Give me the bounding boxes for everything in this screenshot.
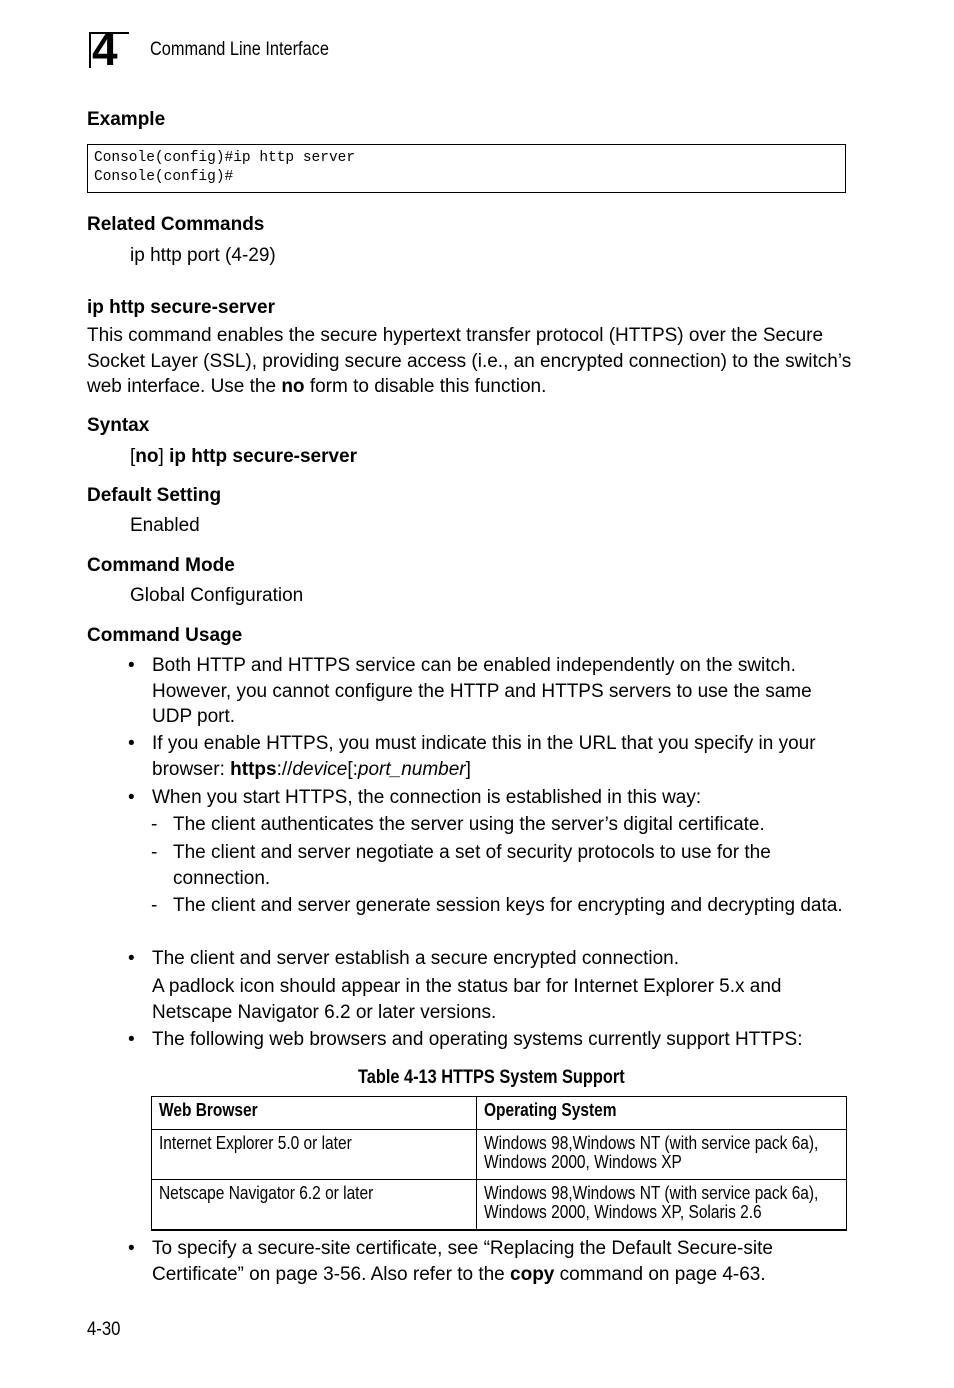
- example-heading: Example: [87, 109, 166, 130]
- dash-icon: -: [151, 895, 158, 916]
- table-cell: Internet Explorer 5.0 or later: [152, 1130, 477, 1180]
- code-block: [87, 144, 846, 193]
- code-line: Console(config)#: [94, 169, 234, 185]
- bullet-icon: •: [128, 1029, 135, 1050]
- default-setting-value: Enabled: [130, 515, 200, 536]
- related-commands-heading: Related Commands: [87, 214, 265, 235]
- usage-subitem: The client authenticates the server using the server’s digital certificate.: [173, 814, 765, 835]
- https-support-table: [151, 1096, 847, 1231]
- column-header: Operating System: [477, 1097, 847, 1130]
- usage-note: A padlock icon should appear in the status bar for Internet Explorer 5.x and Netscape Navigator 6.2 or later versions.: [152, 976, 782, 1023]
- page-number: 4-30: [87, 1319, 121, 1340]
- usage-item: The client and server establish a secure encrypted connection.: [152, 948, 680, 969]
- table-row: [152, 1130, 847, 1180]
- usage-subitem: The client and server generate session keys for encrypting and decrypting data.: [173, 895, 843, 916]
- command-mode-value: Global Configuration: [130, 585, 304, 606]
- default-setting-heading: Default Setting: [87, 485, 222, 506]
- table-header-row: [152, 1097, 847, 1130]
- bullet-icon: •: [128, 733, 135, 754]
- usage-item: If you enable HTTPS, you must indicate this in the URL that you specify in your browser: https://device[:port_number]: [152, 733, 816, 780]
- table-cell: Netscape Navigator 6.2 or later: [152, 1180, 477, 1231]
- dash-icon: -: [151, 842, 158, 863]
- usage-item: When you start HTTPS, the connection is established in this way:: [152, 787, 702, 808]
- table-cell: Windows 98,Windows NT (with service pack 6a), Windows 2000, Windows XP: [477, 1130, 847, 1180]
- column-header: Web Browser: [152, 1097, 477, 1130]
- related-command-item: ip http port (4-29): [130, 245, 276, 266]
- bullet-icon: •: [128, 655, 135, 676]
- usage-subitem: The client and server negotiate a set of security protocols to use for the connection.: [173, 842, 771, 889]
- usage-item: Both HTTP and HTTPS service can be enabled independently on the switch. However, you cannot configure the HTTP and HTTPS servers to use the same UDP port.: [152, 655, 812, 727]
- dash-icon: -: [151, 814, 158, 835]
- bullet-icon: •: [128, 948, 135, 969]
- table-row: [152, 1180, 847, 1231]
- bullet-icon: •: [128, 787, 135, 808]
- command-title: ip http secure-server: [87, 297, 275, 318]
- table-caption: Table 4-13 HTTPS System Support: [358, 1067, 625, 1088]
- syntax-line: [no] ip http secure-server: [130, 446, 358, 467]
- table-cell: Windows 98,Windows NT (with service pack 6a), Windows 2000, Windows XP, Solaris 2.6: [477, 1180, 847, 1231]
- usage-item: To specify a secure-site certificate, see “Replacing the Default Secure-site Certificate” on page 3-56. Also refer to the copy command on page 4-63.: [152, 1238, 773, 1285]
- usage-item: The following web browsers and operating systems currently support HTTPS:: [152, 1029, 803, 1050]
- no-keyword: no: [281, 376, 305, 397]
- syntax-heading: Syntax: [87, 415, 150, 436]
- command-description: This command enables the secure hypertext transfer protocol (HTTPS) over the Secure Socket Layer (SSL), providing secure access (i.e., an encrypted connection) to the switch’s web interface. Use the no form to disable this function.: [87, 325, 852, 397]
- running-title: Command Line Interface: [150, 39, 329, 60]
- command-usage-heading: Command Usage: [87, 625, 243, 646]
- bullet-icon: •: [128, 1238, 135, 1259]
- command-mode-heading: Command Mode: [87, 555, 235, 576]
- code-line: Console(config)#ip http server: [94, 150, 356, 166]
- chapter-number: 4: [92, 23, 118, 75]
